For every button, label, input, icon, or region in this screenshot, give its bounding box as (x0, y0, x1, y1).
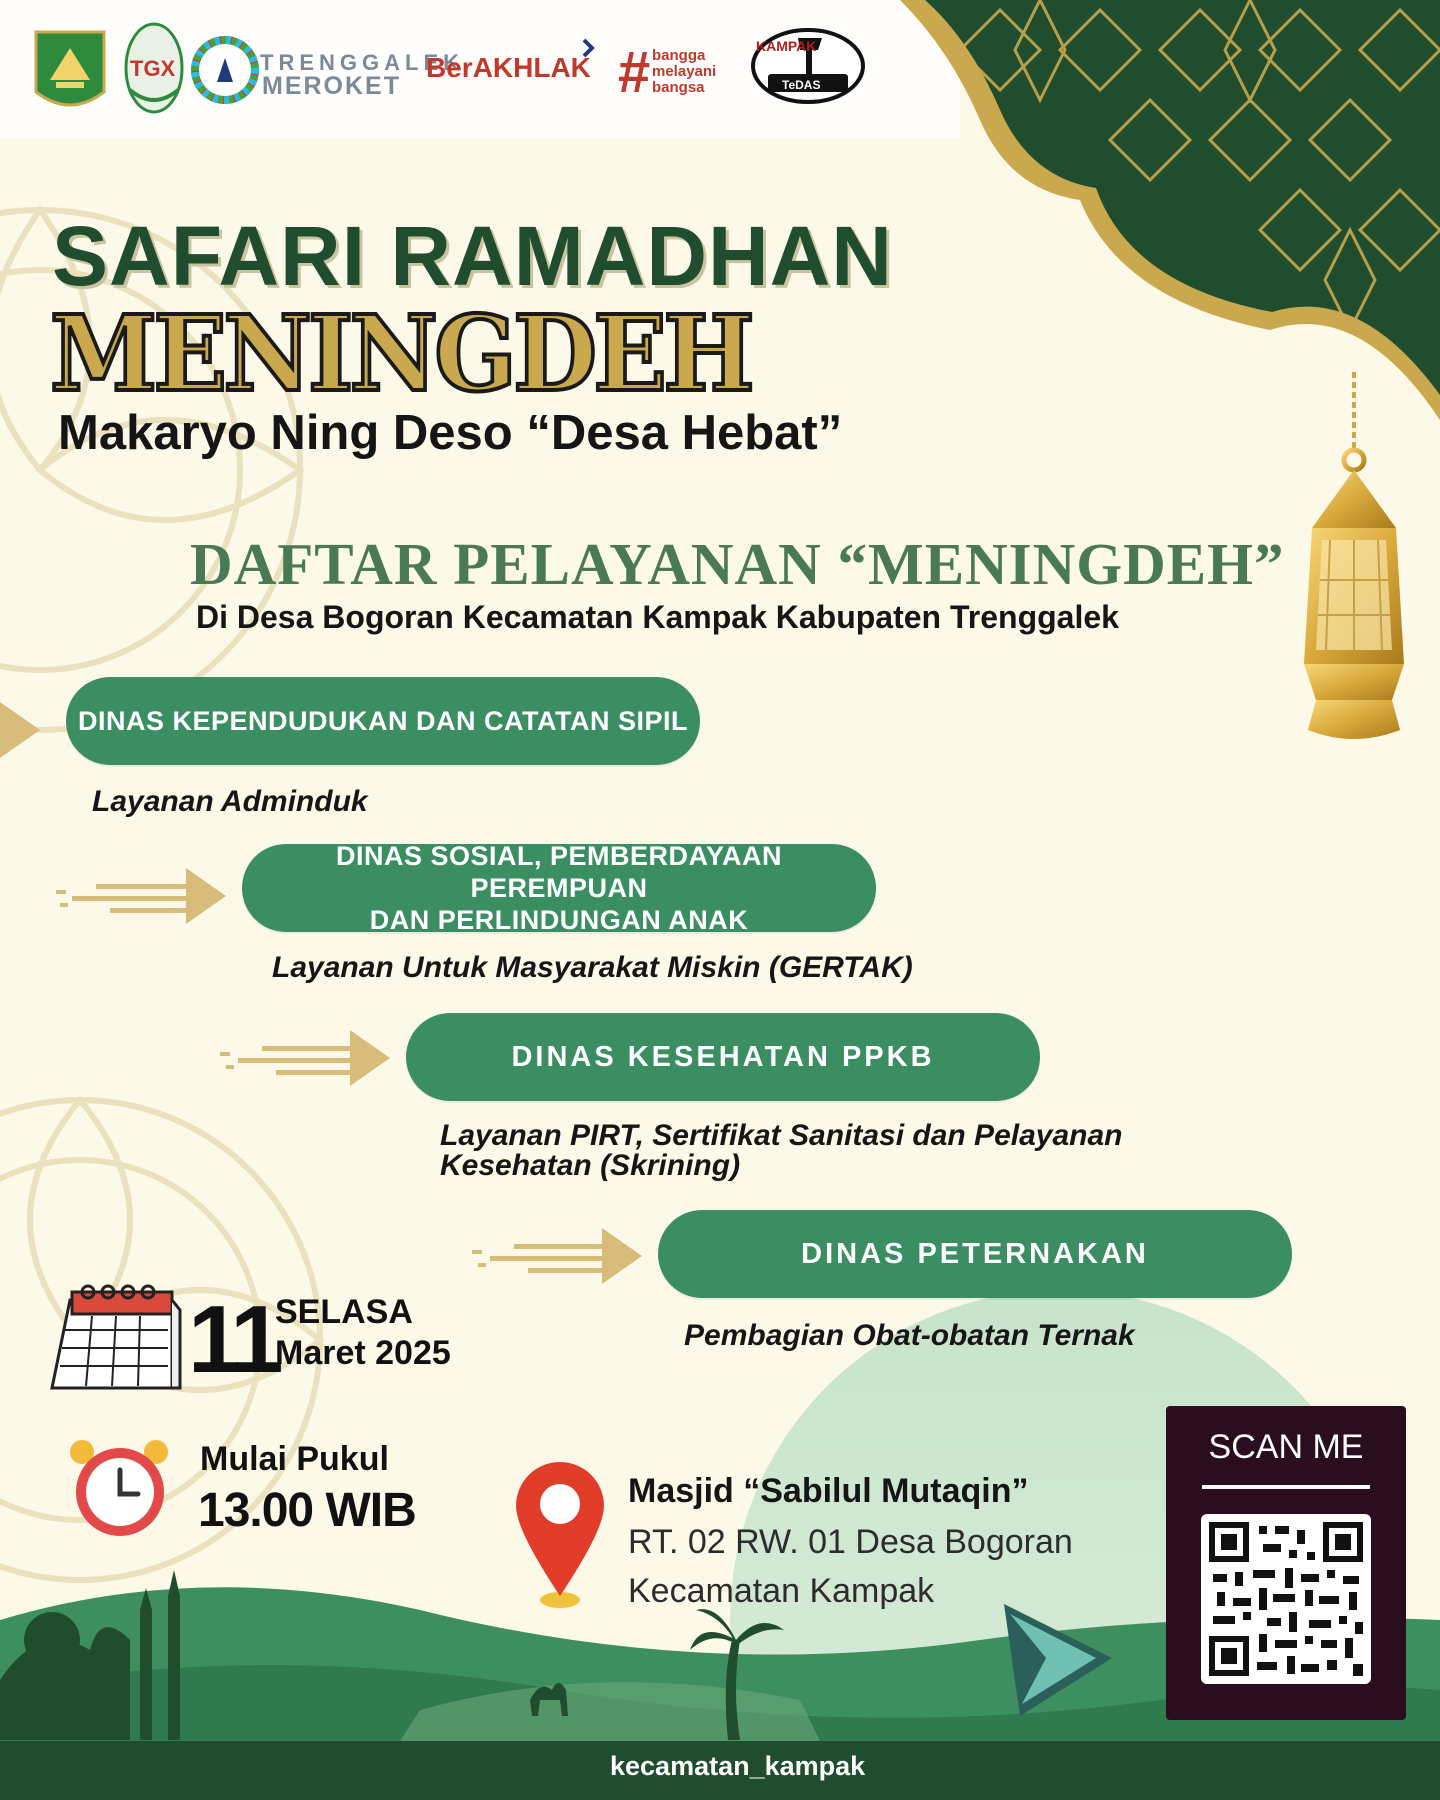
service-list-subtitle: Di Desa Bogoran Kecamatan Kampak Kabupaten Trenggalek (196, 599, 1119, 635)
start-time-value: 13.00 WIB (198, 1484, 416, 1537)
trenggalek-logo-text: TRENGGALEK (260, 50, 464, 75)
service-description: Layanan PIRT, Sertifikat Sanitasi dan Pelayanan Kesehatan (Skrining) (440, 1119, 1123, 1182)
melayani-text: melayani (652, 63, 717, 80)
service-agency-label: DINAS PETERNAKAN (801, 1237, 1149, 1270)
event-weekday: SELASA (275, 1293, 413, 1331)
qr-code[interactable] (1201, 1514, 1371, 1684)
service-pill-dinsos (242, 841, 876, 935)
meroket-logo-text: MEROKET (262, 72, 401, 100)
bangga-text: bangga (652, 47, 706, 64)
start-time-label: Mulai Pukul (200, 1440, 389, 1478)
service-pill-dinkes (406, 1013, 1040, 1101)
service-pill-peternakan (658, 1210, 1292, 1298)
service-agency-label (259, 840, 859, 936)
service-description: Pembagian Obat-obatan Ternak (684, 1319, 1135, 1352)
tgx-logo-text: TGX (130, 56, 176, 81)
hashtag-icon: # (618, 40, 651, 105)
service-agency-line-1: DINAS SOSIAL, PEMBERDAYAAN PEREMPUAN (335, 841, 783, 903)
arrow-icon (220, 1030, 390, 1086)
tedas-logo-text: TeDAS (782, 78, 821, 92)
venue-name: Masjid “Sabilul Mutaqin” (628, 1472, 1029, 1510)
berakhlak-logo-text: BerAKHLAK (426, 52, 591, 83)
arrow-icon (56, 868, 226, 924)
bangga-melayani-logo-text (652, 48, 716, 96)
meningdeh-title: MENINGDEH (50, 292, 751, 415)
venue-address-line-2: Kecamatan Kampak (628, 1572, 935, 1610)
venue-address-line-1: RT. 02 RW. 01 Desa Bogoran (628, 1523, 1073, 1561)
event-day: 11 (188, 1286, 278, 1393)
event-month-year: Maret 2025 (275, 1334, 451, 1372)
arrow-icon (472, 1228, 642, 1284)
location-pin-icon (516, 1462, 604, 1608)
service-agency-label: DINAS KEPENDUDUKAN DAN CATATAN SIPIL (78, 705, 688, 736)
social-handle[interactable]: kecamatan_kampak (610, 1751, 866, 1781)
qr-code-icon (1209, 1522, 1363, 1676)
service-agency-label: DINAS KESEHATAN PPKB (511, 1040, 935, 1073)
qr-divider (1202, 1485, 1370, 1489)
bangsa-text: bangsa (652, 79, 705, 96)
service-pill-dukcapil (66, 677, 700, 765)
service-agency-line-2: DAN PERLINDUNGAN ANAK (369, 905, 749, 935)
scan-me-label: SCAN ME (1208, 1428, 1364, 1466)
calendar-icon (52, 1286, 180, 1388)
kampak-logo-text: KAMPAK (756, 38, 817, 54)
service-description: Layanan Adminduk (92, 785, 368, 818)
regency-emblem-icon (36, 32, 104, 105)
service-description: Layanan Untuk Masyarakat Miskin (GERTAK) (272, 951, 913, 984)
main-title: SAFARI RAMADHAN (52, 209, 893, 303)
service-list-title: DAFTAR PELAYANAN “MENINGDEH” (190, 531, 1285, 597)
tagline: Makaryo Ning Deso “Desa Hebat” (58, 406, 843, 460)
qr-code-icon (1201, 1514, 1371, 1684)
lantern-icon (1304, 372, 1404, 739)
arrow-icon (0, 702, 40, 758)
